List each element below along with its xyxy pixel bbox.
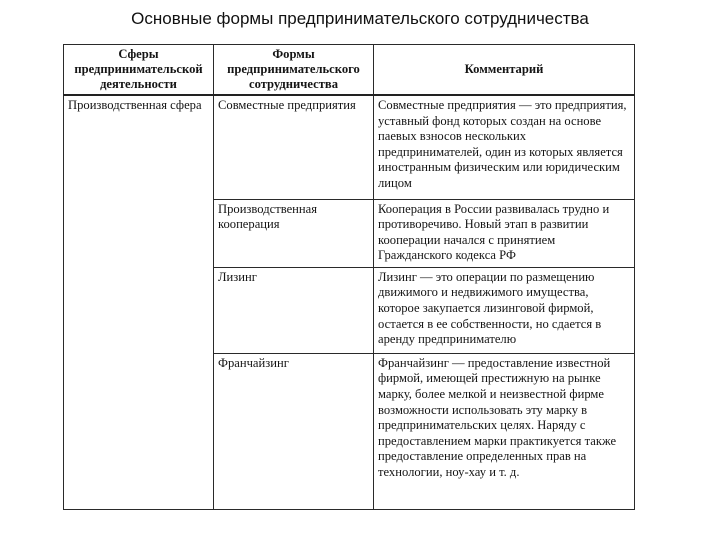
table-row (64, 95, 635, 199)
comment-cell: Кооперация в России развивалась трудно и противоречиво. Новый этап в развитии кооперации начался с принятием Гражданского кодекса РФ (374, 199, 635, 267)
comment-cell: Лизинг — это операции по размещению движимого и недвижимого имущества, которое закупается лизинговой фирмой, остается в ее собственности, но сдается в аренду предпринимателю (374, 267, 635, 353)
sphere-cell: Производственная сфера (64, 95, 214, 509)
comment-cell: Совместные предприятия — это предприятия, уставный фонд которых создан на основе паевых взносов нескольких предпринимателей, один из которых является иностранным физическим или юридическим лицом (374, 95, 635, 199)
cooperation-forms-table (63, 44, 635, 510)
form-cell: Производственная кооперация (214, 199, 374, 267)
header-sphere: Сферы предпринимательской деятельности (64, 45, 214, 96)
form-cell: Франчайзинг (214, 353, 374, 509)
header-comment: Комментарий (374, 45, 635, 96)
header-form: Формы предпринимательского сотрудничества (214, 45, 374, 96)
comment-cell: Франчайзинг — предоставление известной фирмой, имеющей престижную на рынке марку, более мелкой и неизвестной фирме возможности использовать эту марку в предпринимательских целях. Наряду с предоставлением марки практикуется также предоставление определенных прав на технологии, ноу-хау и т. д. (374, 353, 635, 509)
table-header-row (64, 45, 635, 96)
page-title: Основные формы предпринимательского сотрудничества (131, 9, 589, 28)
form-cell: Совместные предприятия (214, 95, 374, 199)
form-cell: Лизинг (214, 267, 374, 353)
